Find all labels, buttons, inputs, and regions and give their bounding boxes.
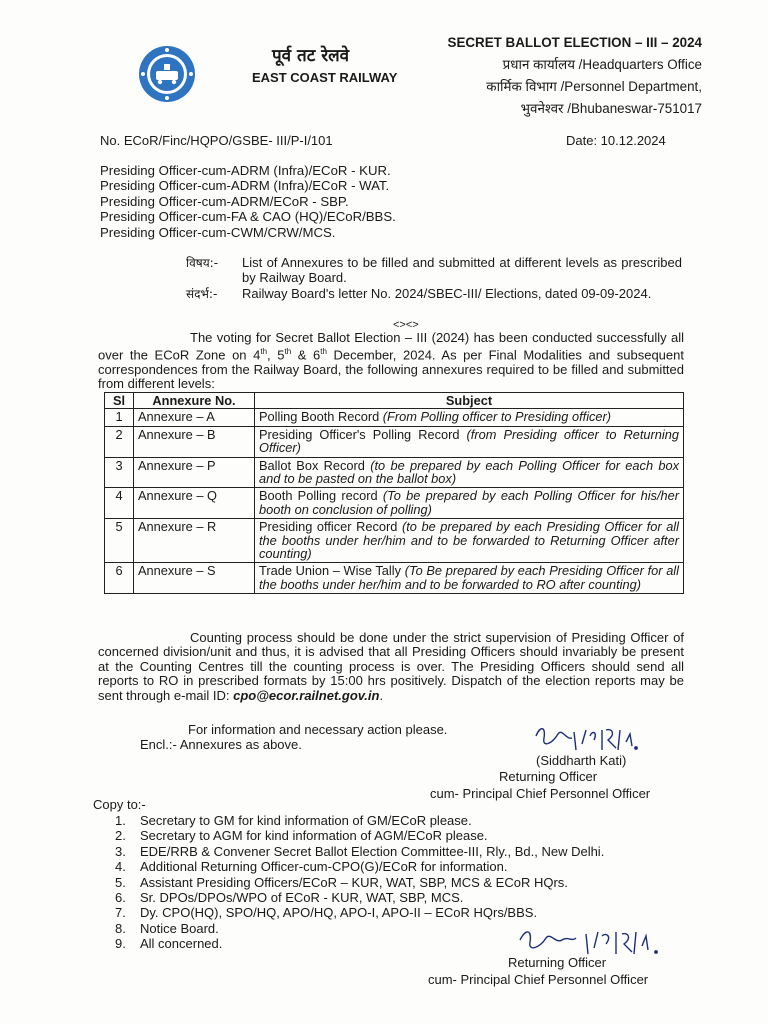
- addressee: Presiding Officer-cum-ADRM/ECoR - SBP.: [100, 193, 349, 209]
- table-row: 6 Annexure – S Trade Union – Wise Tally (To Be prepared by each Presiding Officer for all the booths under her/him and to be forwarded to RO after counting): [105, 563, 684, 594]
- office-line: प्रधान कार्यालय /Headquarters Office: [502, 57, 702, 72]
- subject-label: विषय:-: [186, 256, 219, 270]
- list-item: 8. Notice Board.: [115, 920, 219, 936]
- reference-label: संदर्भ:-: [186, 287, 218, 301]
- list-item: 5. Assistant Presiding Officers/ECoR – KUR, WAT, SBP, MCS & ECoR HQrs.: [115, 874, 568, 890]
- column-header: Annexure No.: [134, 393, 255, 409]
- signatory-designation-2: cum- Principal Chief Personnel Officer: [428, 972, 649, 987]
- org-name-english: EAST COAST RAILWAY: [252, 70, 398, 85]
- table-row: 5 Annexure – R Presiding officer Record (to be prepared by each Presiding Officer for all the booths under her/him and to be forwarded to Returning Officer after counting): [105, 519, 684, 563]
- letter-date: Date: 10.12.2024: [566, 133, 666, 148]
- column-header: Sl: [105, 393, 134, 409]
- counting-paragraph: Counting process should be done under the strict supervision of Presiding Officer of concerned division/unit and thus, it is advised that all Presiding Officers should invariably be present at the Counting Centres till the counting process is over. The Presiding Officers should send all reports to RO in prescribed formats by 15:00 hrs positively. Dispatch of the election reports may be sent through e-mail ID: cpo@ecor.railnet.gov.in.: [98, 630, 684, 703]
- election-title: SECRET BALLOT ELECTION – III – 2024: [447, 35, 702, 50]
- signatory-designation-2: cum- Principal Chief Personnel Officer: [430, 786, 651, 801]
- separator: <><>: [393, 319, 419, 331]
- list-item: 7. Dy. CPO(HQ), SPO/HQ, APO/HQ, APO-I, APO-II – ECoR HQrs/BBS.: [115, 905, 538, 921]
- email-address: cpo@ecor.railnet.gov.in: [233, 687, 380, 703]
- annexure-table: [104, 392, 684, 594]
- signatory-name: (Siddharth Kati): [536, 753, 627, 768]
- reference-text: Railway Board's letter No. 2024/SBEC-III/ Elections, dated 09-09-2024.: [242, 286, 652, 301]
- office-address-block: [448, 32, 702, 120]
- list-item: 2. Secretary to AGM for kind information of AGM/ECoR please.: [115, 828, 488, 844]
- list-item: 6. Sr. DPOs/DPOs/WPO of ECoR - KUR, WAT, SBP, MCS.: [115, 890, 464, 906]
- subject-text: List of Annexures to be filled and submitted at different levels as prescribed by Railway Board.: [242, 255, 682, 285]
- handwritten-signature-icon: [516, 920, 666, 960]
- addressee: Presiding Officer-cum-ADRM (Infra)/ECoR - KUR.: [100, 163, 391, 178]
- signatory-designation: Returning Officer: [508, 955, 607, 970]
- table-header-row: [105, 393, 684, 409]
- list-item: 4. Additional Returning Officer-cum-CPO(G)/ECoR for information.: [115, 859, 508, 875]
- table-row: 4 Annexure – Q Booth Polling record (To be prepared by each Polling Officer for his/her booth on conclusion of polling): [105, 488, 684, 519]
- column-header: Subject: [255, 393, 684, 409]
- subject-block: [186, 256, 682, 304]
- addressee-list: [100, 163, 396, 240]
- intro-paragraph: The voting for Secret Ballot Election – III (2024) has been conducted successfully all over the ECoR Zone on 4th, 5th & 6th December, 2024. As per Final Modalities and subsequent correspondences from the Railway Board, the following annexures required to be filled and submitted from different levels:: [98, 330, 684, 391]
- signatory-designation: Returning Officer: [499, 769, 598, 784]
- indian-railways-emblem-icon: [138, 45, 196, 103]
- list-item: 9. All concerned.: [115, 936, 223, 952]
- table-row: 3 Annexure – P Ballot Box Record (to be prepared by each Polling Officer for each box and to be pasted on the ballot box): [105, 457, 684, 488]
- department-line: कार्मिक विभाग /Personnel Department,: [486, 79, 702, 94]
- reference-number: No. ECoR/Finc/HQPO/GSBE- III/P-I/101: [100, 133, 333, 148]
- table-row: 2 Annexure – B Presiding Officer's Polling Record (from Presiding officer to Returning Officer): [105, 426, 684, 457]
- handwritten-signature-icon: [532, 718, 642, 758]
- info-line: For information and necessary action please.: [188, 722, 448, 737]
- table-row: 1 Annexure – A Polling Booth Record (From Polling officer to Presiding officer): [105, 409, 684, 426]
- addressee: Presiding Officer-cum-FA & CAO (HQ)/ECoR/BBS.: [100, 209, 396, 225]
- addressee: Presiding Officer-cum-CWM/CRW/MCS.: [100, 224, 336, 240]
- list-item: 3. EDE/RRB & Convener Secret Ballot Election Committee-III, Rly., Bd., New Delhi.: [115, 843, 605, 859]
- org-name-hindi: पूर्व तट रेलवे: [272, 46, 350, 66]
- list-item: 1. Secretary to GM for kind information of GM/ECoR please.: [115, 813, 472, 828]
- city-line: भुवनेश्वर /Bhubaneswar-751017: [520, 101, 702, 116]
- copy-to-label: Copy to:-: [93, 797, 146, 812]
- enclosure-line: Encl.:- Annexures as above.: [140, 737, 302, 752]
- addressee: Presiding Officer-cum-ADRM (Infra)/ECoR - WAT.: [100, 178, 390, 194]
